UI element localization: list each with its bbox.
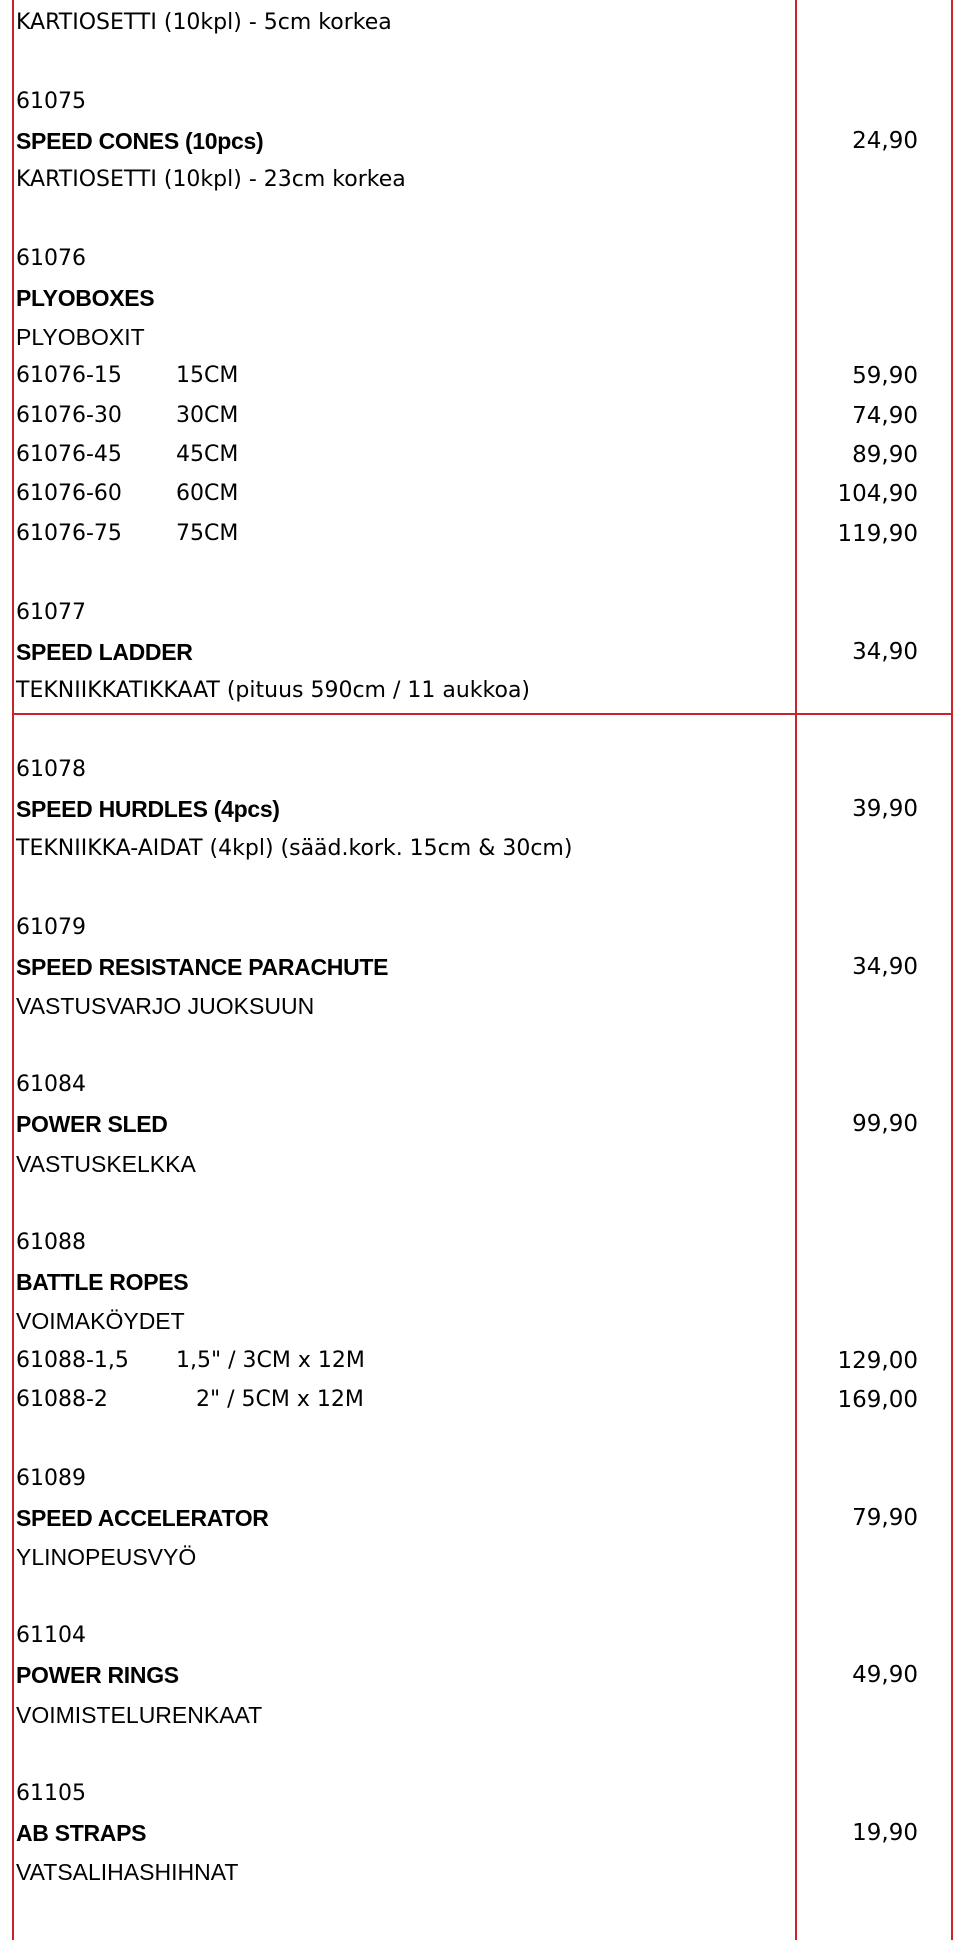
item-code: 61084 [16,1072,86,1097]
item-price: 19,90 [852,1820,918,1846]
item-price: 39,90 [852,796,918,822]
item-name: SPEED CONES (10pcs) [16,128,264,154]
item-description: KARTIOSETTI (10kpl) - 23cm korkea [16,167,406,192]
item-name: AB STRAPS [16,1820,147,1846]
variant-price: 104,90 [837,481,918,507]
row-separator-rule [12,713,953,715]
item-code: 61079 [16,915,86,940]
item-code: 61105 [16,1781,86,1806]
variant-size: 60CM [176,481,239,506]
variant-price: 169,00 [837,1387,918,1413]
item-name: SPEED ACCELERATOR [16,1505,269,1531]
item-price: 24,90 [852,128,918,154]
item-name: PLYOBOXES [16,285,155,311]
item-code: 61075 [16,89,86,114]
item-description: TEKNIIKKA-AIDAT (4kpl) (sääd.kork. 15cm & 30cm) [16,836,573,861]
item-price: 34,90 [852,954,918,980]
item-description: VATSALIHASHIHNAT [16,1859,239,1885]
variant-code: 61076-75 [16,521,122,546]
item-code: 61076 [16,246,86,271]
variant-price: 129,00 [837,1348,918,1374]
variant-size: 75CM [176,521,239,546]
variant-code: 61088-1,5 [16,1348,129,1373]
right-border-rule [951,0,953,1940]
item-name: BATTLE ROPES [16,1269,189,1295]
item-description: VASTUSVARJO JUOKSUUN [16,993,315,1019]
variant-price: 89,90 [852,442,918,468]
variant-price: 74,90 [852,403,918,429]
item-description: TEKNIIKKATIKKAAT (pituus 590cm / 11 aukkoa) [16,678,531,703]
item-description: PLYOBOXIT [16,324,145,350]
variant-size: 30CM [176,403,239,428]
item-description: KARTIOSETTI (10kpl) - 5cm korkea [16,10,392,35]
variant-code: 61088-2 [16,1387,108,1412]
item-description: VOIMAKÖYDET [16,1308,185,1334]
item-price: 49,90 [852,1662,918,1688]
variant-size: 45CM [176,442,239,467]
item-code: 61078 [16,757,86,782]
item-name: POWER RINGS [16,1662,179,1688]
item-code: 61088 [16,1230,86,1255]
item-price: 34,90 [852,639,918,665]
variant-size: 2" / 5CM x 12M [196,1387,364,1412]
item-description: YLINOPEUSVYÖ [16,1544,197,1570]
item-code: 61077 [16,600,86,625]
item-code: 61089 [16,1466,86,1491]
variant-price: 119,90 [837,521,918,547]
left-border-rule [12,0,14,1940]
variant-price: 59,90 [852,363,918,389]
item-name: SPEED LADDER [16,639,193,665]
variant-code: 61076-15 [16,363,122,388]
item-name: POWER SLED [16,1111,168,1137]
variant-code: 61076-60 [16,481,122,506]
variant-size: 15CM [176,363,239,388]
item-code: 61104 [16,1623,86,1648]
item-description: VASTUSKELKKA [16,1151,196,1177]
item-name: SPEED RESISTANCE PARACHUTE [16,954,389,980]
variant-code: 61076-30 [16,403,122,428]
item-description: VOIMISTELURENKAAT [16,1702,263,1728]
item-price: 79,90 [852,1505,918,1531]
item-price: 99,90 [852,1111,918,1137]
variant-size: 1,5" / 3CM x 12M [176,1348,365,1373]
variant-code: 61076-45 [16,442,122,467]
item-name: SPEED HURDLES (4pcs) [16,796,280,822]
